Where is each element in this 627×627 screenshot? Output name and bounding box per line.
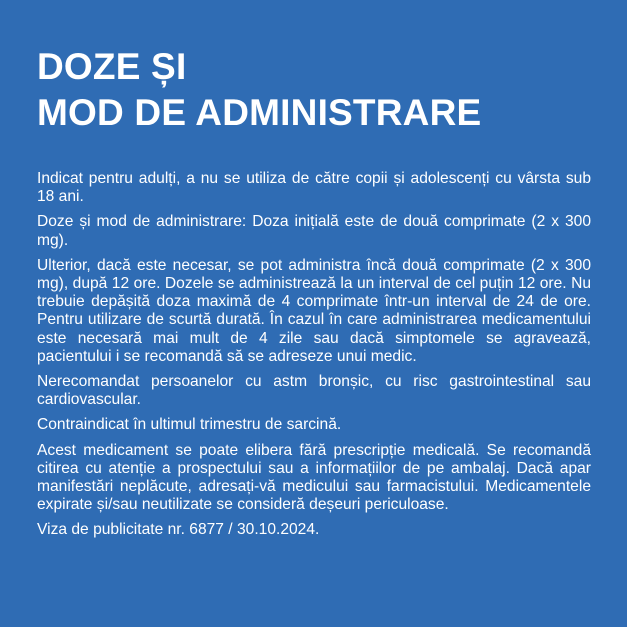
paragraph-ad-visa: Viza de publicitate nr. 6877 / 30.10.2024. bbox=[37, 521, 320, 539]
paragraph-age-indication: Indicat pentru adulți, a nu se utiliza de către copii și adolescenți cu vârsta sub 18 ani. bbox=[37, 170, 591, 206]
dosage-text bbox=[37, 170, 591, 540]
paragraph-otc-notice: Acest medicament se poate elibera fără prescripție medicală. Se recomandă citirea cu atenție a prospectului sau a informațiilor de pe ambalaj. Dacă apar manifestări neplăcute, adresați-vă medicului sau farmacistului. Medicamentele expirate și/sau neutilizate se consideră deșeuri periculoase. bbox=[37, 441, 591, 514]
paragraph-initial-dose: Doze și mod de administrare: Doza inițială este de două comprimate (2 x 300 mg). bbox=[37, 213, 591, 249]
paragraph-subsequent-dose: Ulterior, dacă este necesar, se pot administra încă două comprimate (2 x 300 mg), după 12 ore. Dozele se administrează la un interval de cel puțin 12 ore. Nu trebuie depășită doza maximă de 4 comprimate într-un interval de 24 de ore. Pentru utilizare de scurtă durată. În cazul în care administrarea medicamentului este necesară mai mult de 4 zile sau dacă simptomele se agravează, pacientului i se recomandă să se adreseze unui medic. bbox=[37, 256, 591, 365]
paragraph-contraindication: Contraindicat în ultimul trimestru de sarcină. bbox=[37, 416, 342, 434]
title-line-2: MOD DE ADMINISTRARE bbox=[37, 92, 482, 133]
paragraph-not-recommended: Nerecomandat persoanelor cu astm bronșic, cu risc gastrointestinal sau cardiovascular. bbox=[37, 373, 591, 409]
title-line-1: DOZE ȘI bbox=[37, 46, 187, 87]
page-title bbox=[37, 44, 591, 136]
